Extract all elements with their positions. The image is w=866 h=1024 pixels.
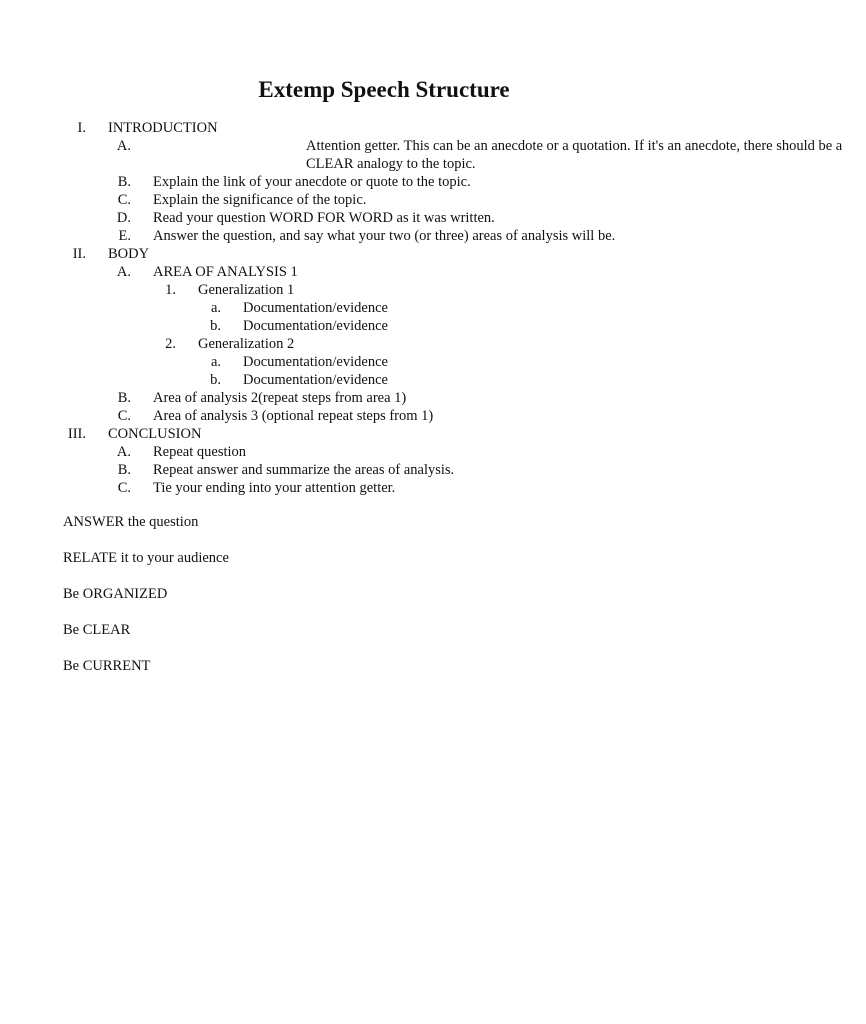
outline-text: Attention getter. This can be an anecdote or a quotation. If it's an anecdote, there should be a CLEAR analogy to the topic. (306, 138, 843, 172)
outline-text: Read your question WORD FOR WORD as it was written. (153, 210, 495, 226)
outline-marker: I. (77, 120, 86, 136)
outline-marker: A. (116, 138, 131, 154)
outline-item (0, 209, 768, 227)
outline-marker: b. (210, 372, 221, 388)
outline-item (0, 479, 768, 497)
speech-tips (63, 513, 703, 693)
page-title: Extemp Speech Structure (258, 77, 510, 102)
outline-text: Documentation/evidence (243, 372, 388, 388)
outline-marker: C. (117, 408, 131, 424)
outline-text: Generalization 1 (198, 282, 295, 298)
outline-item (0, 443, 768, 461)
outline-detail (0, 353, 768, 371)
tip-organized: Be ORGANIZED (63, 586, 168, 602)
outline-item (0, 461, 768, 479)
outline-item (0, 191, 768, 209)
outline-section-conclusion (0, 425, 768, 443)
outline-detail (0, 371, 768, 389)
outline-text: Explain the link of your anecdote or quote to the topic. (153, 174, 471, 190)
outline-marker: III. (67, 426, 86, 442)
outline-item (0, 263, 768, 281)
outline-heading: BODY (108, 246, 150, 262)
outline-text: Generalization 2 (198, 336, 295, 352)
outline-text: Answer the question, and say what your two (or three) areas of analysis will be. (153, 228, 616, 244)
outline-marker: A. (116, 444, 131, 460)
outline-text: Repeat answer and summarize the areas of analysis. (153, 462, 455, 478)
outline-subitem (0, 335, 768, 353)
tip-clear: Be CLEAR (63, 622, 131, 638)
outline-marker: a. (210, 300, 221, 316)
outline-text: AREA OF ANALYSIS 1 (153, 264, 298, 280)
outline-item (0, 173, 768, 191)
outline-marker: b. (210, 318, 221, 334)
outline-marker: A. (116, 264, 131, 280)
outline-marker: 2. (165, 336, 176, 352)
outline-heading: CONCLUSION (108, 426, 202, 442)
outline-detail (0, 299, 768, 317)
outline-item (0, 389, 768, 407)
outline-marker: B. (117, 462, 131, 478)
outline-detail (0, 317, 768, 335)
tip-current: Be CURRENT (63, 658, 151, 674)
speech-outline (0, 119, 843, 497)
tip-answer: ANSWER the question (63, 514, 199, 530)
outline-marker: D. (116, 210, 131, 226)
outline-text: Documentation/evidence (243, 318, 388, 334)
outline-marker: a. (210, 354, 221, 370)
outline-text: Explain the significance of the topic. (153, 192, 367, 208)
outline-section-body (0, 245, 768, 263)
outline-marker: C. (117, 192, 131, 208)
outline-item (0, 407, 768, 425)
outline-text: Area of analysis 2(repeat steps from area 1) (153, 390, 407, 406)
outline-text: Documentation/evidence (243, 354, 388, 370)
outline-section-introduction (0, 119, 768, 137)
outline-heading: INTRODUCTION (108, 120, 218, 136)
outline-item (0, 227, 768, 245)
outline-text: Area of analysis 3 (optional repeat steps from 1) (153, 408, 434, 424)
outline-marker: C. (117, 480, 131, 496)
outline-item (0, 137, 843, 173)
tip-relate: RELATE it to your audience (63, 550, 229, 566)
outline-marker: E. (118, 228, 131, 244)
outline-marker: B. (117, 174, 131, 190)
outline-marker: II. (72, 246, 86, 262)
outline-text: Tie your ending into your attention getter. (153, 480, 396, 496)
outline-subitem (0, 281, 768, 299)
outline-text: Repeat question (153, 444, 247, 460)
outline-marker: 1. (165, 282, 176, 298)
outline-text: Documentation/evidence (243, 300, 388, 316)
outline-marker: B. (117, 390, 131, 406)
